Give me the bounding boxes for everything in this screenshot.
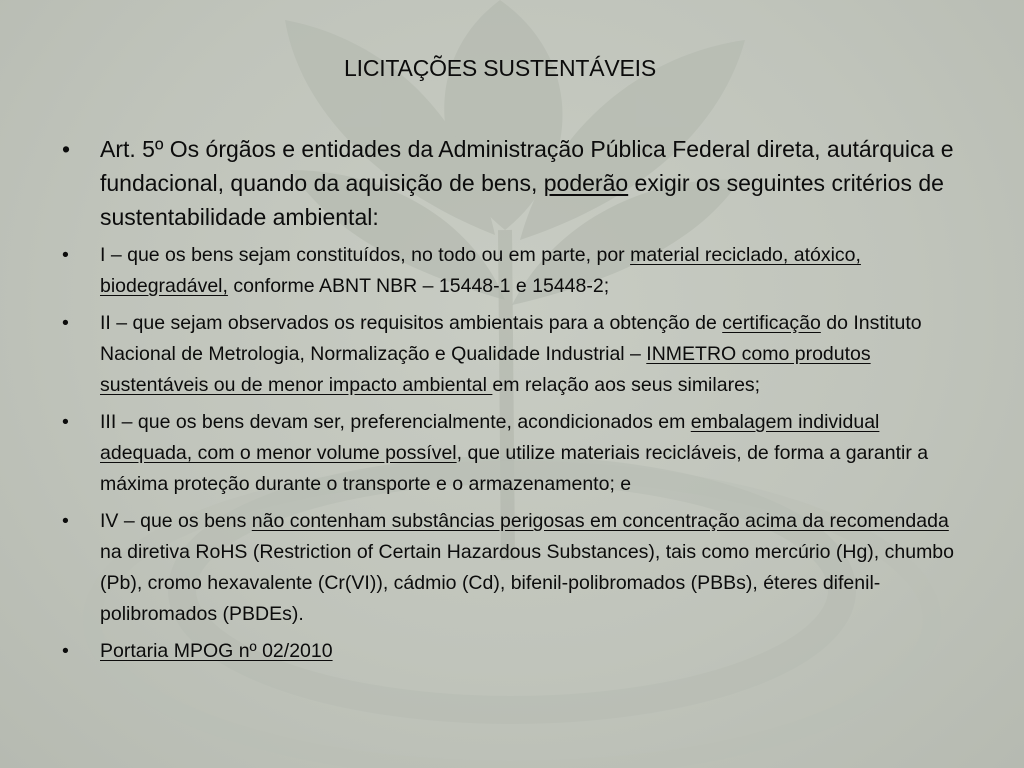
bullet-icon: • <box>62 136 71 162</box>
item-iv-text: IV – que os bens <box>100 510 252 532</box>
article-5-underlined: poderão <box>543 170 629 196</box>
article-5-item <box>62 132 972 234</box>
item-iii-underlined: embalagem individual adequada, com o menor volume possível <box>100 411 880 464</box>
item-ii <box>62 308 972 401</box>
item-ii-text-middle: do Instituto Nacional de Metrologia, Normalização e Qualidade Industrial – <box>100 312 922 365</box>
item-i <box>62 240 972 302</box>
item-ii-text-end: em relação aos seus similares; <box>492 374 761 396</box>
source-reference-text: Portaria MPOG nº 02/2010 <box>100 640 333 662</box>
item-i-text-end: conforme ABNT NBR – 15448-1 e 15448-2; <box>227 275 610 297</box>
item-iv-underlined: não contenham substâncias perigosas em concentração acima da recomendada <box>251 510 949 532</box>
item-iii-text: III – que os bens devam ser, preferencialmente, acondicionados em <box>100 411 691 433</box>
item-iv <box>62 506 972 630</box>
item-i-text: I – que os bens sejam constituídos, no todo ou em parte, por <box>100 244 631 266</box>
item-ii-underlined-inmetro: INMETRO como produtos sustentáveis ou de menor impacto ambiental <box>100 343 871 396</box>
item-iv-text-end: na diretiva RoHS (Restriction of Certain Hazardous Substances), tais como mercúrio (Hg), chumbo (Pb), cromo hexavalente (Cr(VI)), cádmio (Cd), bifenil-polibromados (PBBs), éteres difenil-polibromados (PBDEs). <box>100 541 955 625</box>
article-5-text: Art. 5º Os órgãos e entidades da Administração Pública Federal direta, autárquica e fundacional, quando da aquisição de bens, <box>100 136 954 196</box>
item-i-underlined: material reciclado, atóxico, biodegradável, <box>100 244 861 297</box>
item-iii-text-end: , que utilize materiais recicláveis, de forma a garantir a máxima proteção durante o transporte e o armazenamento; e <box>100 442 929 495</box>
bullet-icon: • <box>62 640 69 662</box>
bullet-list <box>62 132 972 673</box>
item-ii-underlined-certification: certificação <box>722 312 821 334</box>
item-ii-text: II – que sejam observados os requisitos ambientais para a obtenção de <box>100 312 723 334</box>
bullet-icon: • <box>62 244 69 266</box>
item-iii <box>62 407 972 500</box>
bullet-icon: • <box>62 411 69 433</box>
bullet-icon: • <box>62 510 69 532</box>
bullet-icon: • <box>62 312 69 334</box>
article-5-text-end: exigir os seguintes critérios de sustentabilidade ambiental: <box>100 170 944 230</box>
slide-title: LICITAÇÕES SUSTENTÁVEIS <box>344 55 656 81</box>
source-reference <box>62 636 972 667</box>
